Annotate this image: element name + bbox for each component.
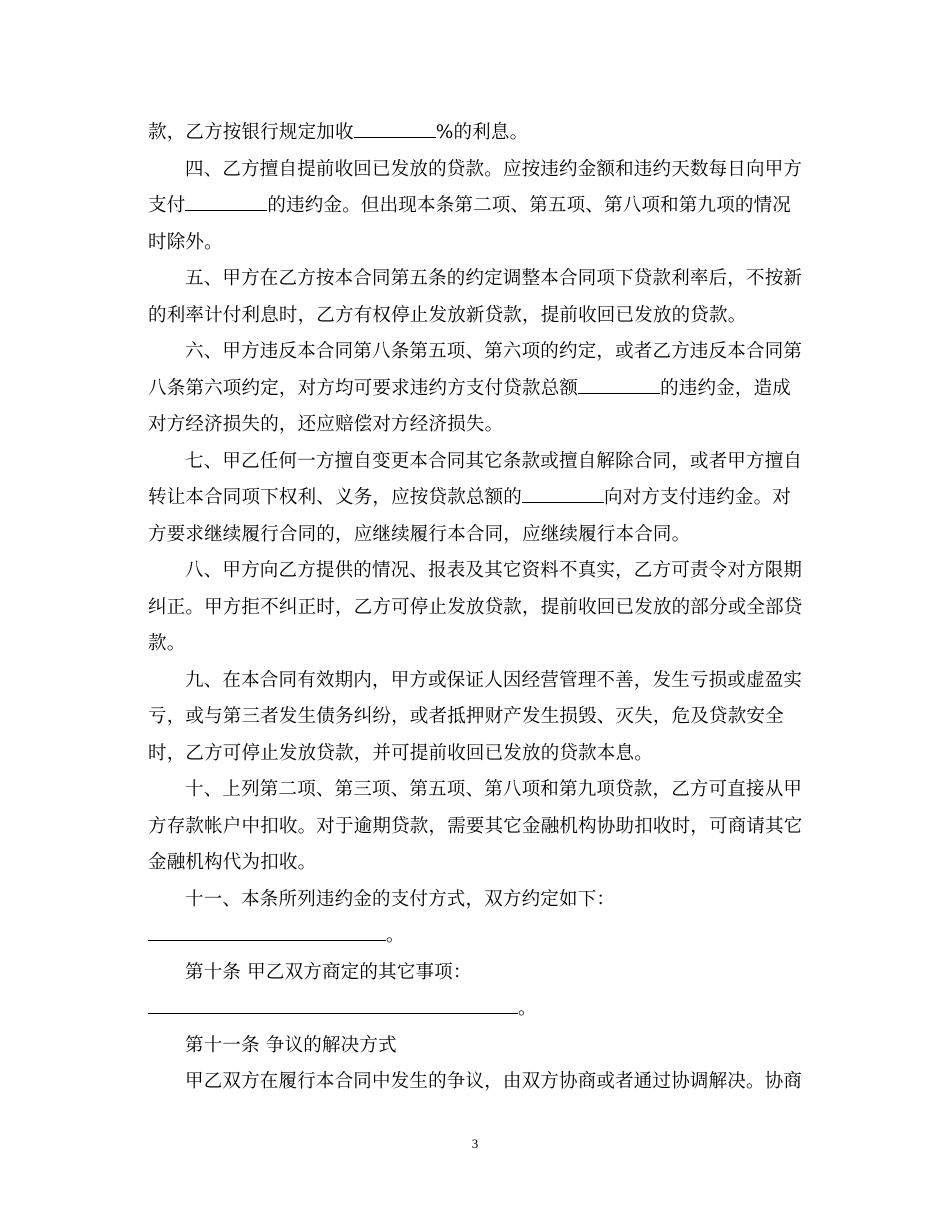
text-line	[148, 1064, 808, 1101]
text-line	[148, 225, 808, 262]
page-number: 3	[471, 1136, 479, 1151]
text-segment: 支付	[148, 195, 186, 216]
text-segment: 甲乙双方在履行本合同中发生的争议，由双方协商或者通过协调解决。协商	[185, 1071, 803, 1092]
text-line	[148, 298, 808, 335]
text-segment: 五、甲方在乙方按本合同第五条的约定调整本合同项下贷款利率后，不按新	[185, 268, 803, 289]
fill-in-blank	[354, 121, 436, 138]
text-segment: 方要求继续履行合同的，应继续履行本合同，应继续履行本合同。	[148, 523, 691, 545]
text-line	[148, 188, 808, 225]
text-line	[148, 553, 808, 590]
text-line	[148, 152, 808, 189]
text-segment: 亏，或与第三者发生债务纠纷，或者抵押财产发生损毁、灭失，危及贷款安全	[148, 706, 784, 727]
text-segment: 十一、本条所列违约金的支付方式，双方约定如下：	[185, 888, 616, 910]
text-line	[148, 334, 808, 371]
text-segment: 方存款帐户中扣收。对于逾期贷款，需要其它金融机构协助扣收时，可商请其它	[148, 815, 803, 837]
fill-in-blank	[522, 486, 604, 503]
text-line	[148, 407, 808, 444]
text-segment: 。	[386, 925, 405, 946]
text-line	[148, 845, 808, 882]
text-line	[148, 663, 808, 700]
text-segment: 时，乙方可停止发放贷款，并可提前收回已发放的贷款本息。	[148, 742, 653, 764]
text-segment: 转让本合同项下权利、义务，应按贷款总额的	[148, 487, 523, 508]
text-line	[148, 882, 808, 919]
text-segment: 纠正。甲方拒不纠正时，乙方可停止发放贷款，提前收回已发放的部分或全部贷	[148, 596, 803, 618]
text-segment: 十、上列第二项、第三项、第五项、第八项和第九项贷款，乙方可直接从甲	[185, 779, 803, 800]
text-segment: 向对方支付违约金。对	[604, 487, 792, 508]
text-segment: 四、乙方擅自提前收回已发放的贷款。应按违约金额和违约天数每日向甲方	[185, 158, 803, 180]
text-segment: 的违约金，造成	[660, 377, 792, 399]
text-line	[148, 261, 808, 298]
text-segment: 七、甲乙任何一方擅自变更本合同其它条款或擅自解除合同，或者甲方擅自	[185, 450, 803, 472]
text-segment: 八条第六项约定，对方均可要求违约方支付贷款总额	[148, 377, 579, 399]
text-segment: 款。	[148, 633, 186, 654]
text-segment: 的违约金。但出现本条第二项、第五项、第八项和第九项的情况	[267, 195, 792, 216]
fill-in-blank	[148, 924, 386, 941]
text-segment: 时除外。	[148, 231, 223, 253]
text-segment: 款，乙方按银行规定加收	[148, 122, 354, 143]
text-line	[148, 371, 808, 408]
text-line	[148, 517, 808, 554]
fill-in-blank	[148, 997, 518, 1014]
text-segment: 第十一条 争议的解决方式	[185, 1034, 397, 1056]
text-line	[148, 115, 808, 152]
text-segment: 八、甲方向乙方提供的情况、报表及其它资料不真实，乙方可责令对方限期	[185, 560, 803, 581]
text-line	[148, 444, 808, 481]
text-line	[148, 699, 808, 736]
text-line	[148, 772, 808, 809]
text-line	[148, 955, 808, 992]
text-segment: 六、甲方违反本合同第八条第五项、第六项的约定，或者乙方违反本合同第	[185, 341, 803, 362]
text-line	[148, 809, 808, 846]
text-segment: 对方经济损失的，还应赔偿对方经济损失。	[148, 414, 504, 435]
text-line	[148, 590, 808, 627]
text-line	[148, 918, 808, 955]
text-line	[148, 736, 808, 773]
text-segment: 第十条 甲乙双方商定的其它事项：	[185, 961, 472, 983]
text-segment: 金融机构代为扣收。	[148, 852, 317, 873]
text-segment: 九、在本合同有效期内，甲方或保证人因经营管理不善，发生亏损或虚盈实	[185, 669, 803, 691]
text-segment: 的利率计付利息时，乙方有权停止发放新贷款，提前收回已发放的贷款。	[148, 304, 747, 326]
fill-in-blank	[578, 377, 660, 394]
text-segment: %的利息。	[435, 122, 529, 143]
contract-body-text	[148, 115, 808, 1101]
text-line	[148, 480, 808, 517]
fill-in-blank	[185, 194, 267, 211]
text-line	[148, 626, 808, 663]
text-line	[148, 991, 808, 1028]
text-segment: 。	[518, 998, 537, 1019]
text-line	[148, 1028, 808, 1065]
